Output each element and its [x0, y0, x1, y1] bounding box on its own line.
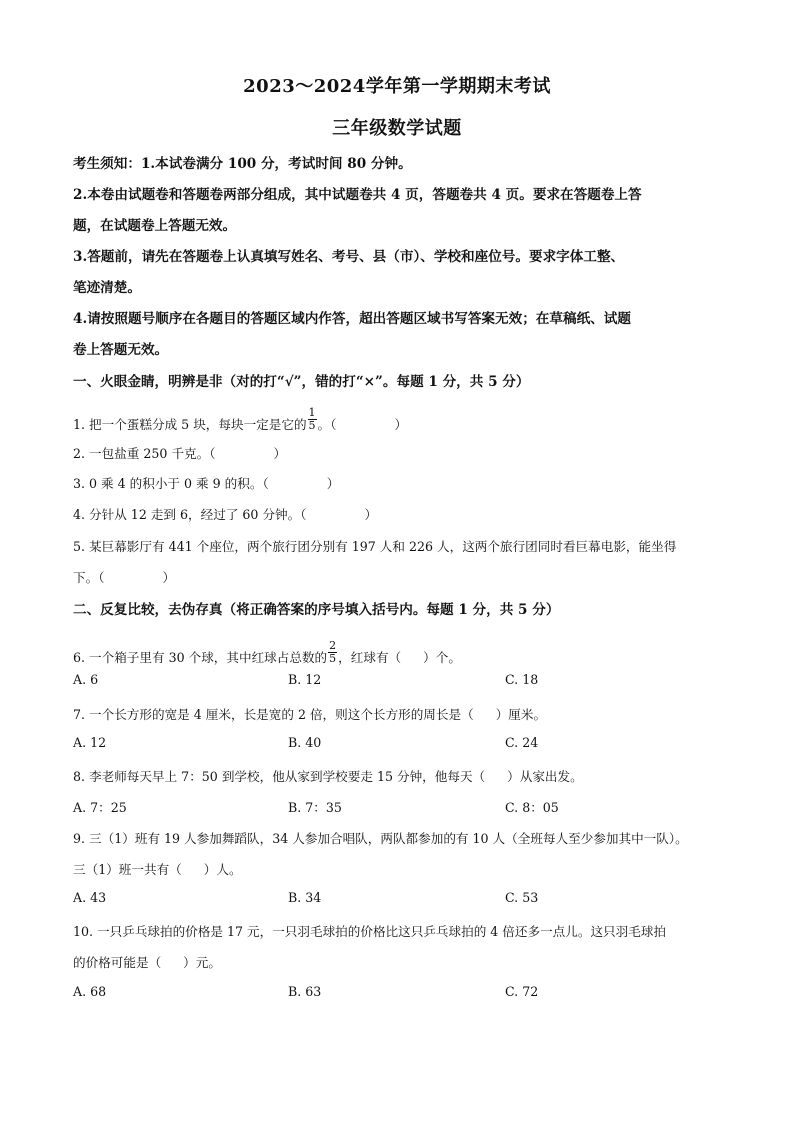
option-10b[interactable]: B. 63 [288, 984, 322, 999]
notice-line-7: 卷上答题无效。 [73, 342, 169, 358]
question-1-paren-close: ） [394, 417, 408, 432]
question-8-paren-close: ）从家出发。 [507, 769, 583, 784]
page-subtitle: 三年级数学试题 [332, 118, 462, 139]
option-7b[interactable]: B. 40 [288, 735, 322, 750]
fraction-two-fifths [328, 640, 337, 665]
option-6a[interactable]: A. 6 [73, 672, 99, 687]
question-10-text: 的价格可能是（ [73, 955, 162, 970]
question-9-line-1: 9. 三（1）班有 19 人参加舞蹈队，34 人参加合唱队，两队都参加的有 10 人（全班每人至少参加其中一队）。 [73, 831, 688, 846]
question-9-text: 三（1）班一共有（ [73, 862, 182, 877]
question-3-paren-close: ） [326, 476, 340, 491]
option-10c[interactable]: C. 72 [505, 984, 539, 999]
question-6-paren-open: ，红球有（ [338, 650, 402, 665]
question-1-paren-open: 。（ [317, 417, 337, 432]
option-9a[interactable]: A. 43 [73, 890, 107, 905]
question-7-paren-close: ）厘米。 [495, 707, 547, 722]
question-1-text: 1. 把一个蛋糕分成 5 块，每块一定是它的 [73, 417, 307, 432]
question-4 [73, 504, 733, 523]
question-10-line-1: 10. 一只乒乓球拍的价格是 17 元，一只羽毛球拍的价格比这只乒乓球拍的 4 倍还多一点儿。这只羽毛球拍 [73, 924, 667, 939]
question-4-paren-close: ） [364, 507, 378, 522]
question-4-text: 4. 分针从 12 走到 6，经过了 60 分钟。（ [73, 507, 307, 522]
question-5-line-1: 5. 某巨幕影厅有 441 个座位，两个旅行团分别有 197 人和 226 人，这两个旅行团同时看巨幕电影，能坐得 [73, 539, 677, 554]
question-7 [73, 704, 733, 723]
question-3 [73, 473, 733, 492]
question-6-paren-close: ）个。 [423, 650, 461, 665]
question-9-line-2 [73, 859, 733, 878]
fraction-numerator: 1 [308, 406, 316, 419]
question-5-text: 下。（ [73, 570, 105, 585]
question-1 [73, 406, 733, 438]
question-8 [73, 766, 733, 785]
question-5-line-2 [73, 567, 733, 586]
question-2-text: 2. 一包盐重 250 千克。（ [73, 446, 216, 461]
notice-line-4: 3.答题前，请先在答题卷上认真填写姓名、考号、县（市）、学校和座位号。要求字体工整、 [73, 249, 625, 265]
page-title: 2023～2024学年第一学期期末考试 [243, 76, 551, 97]
notice-line-5: 笔迹清楚。 [73, 280, 141, 296]
question-10-line-2 [73, 952, 733, 971]
question-6-text: 6. 一个箱子里有 30 个球，其中红球占总数的 [73, 650, 328, 665]
option-6b[interactable]: B. 12 [288, 672, 322, 687]
section-2-heading: 二、反复比较，去伪存真（将正确答案的序号填入括号内。每题 1 分，共 5 分） [73, 602, 560, 618]
option-10a[interactable]: A. 68 [73, 984, 107, 999]
option-6c[interactable]: C. 18 [505, 672, 539, 687]
notice-line-6: 4.请按照题号顺序在各题目的答题区域内作答，超出答题区域书写答案无效；在草稿纸、试题 [73, 311, 631, 327]
question-9-paren-close: ）人。 [203, 862, 242, 877]
notice-line-2: 2.本卷由试题卷和答题卷两部分组成，其中试题卷共 4 页，答题卷共 4 页。要求在答题卷上答 [73, 187, 642, 203]
question-5-paren-close: ） [162, 570, 176, 585]
option-8b[interactable]: B. 7：35 [288, 800, 342, 815]
question-6 [73, 639, 733, 671]
option-9b[interactable]: B. 34 [288, 890, 322, 905]
question-2 [73, 443, 733, 462]
fraction-one-fifth [308, 407, 317, 432]
question-8-text: 8. 李老师每天早上 7：50 到学校，他从家到学校要走 15 分钟，他每天（ [73, 769, 486, 784]
option-7a[interactable]: A. 12 [73, 735, 107, 750]
notice-line-3: 题，在试题卷上答题无效。 [73, 218, 237, 234]
fraction-denominator: 5 [329, 652, 337, 665]
question-2-paren-close: ） [273, 446, 287, 461]
option-9c[interactable]: C. 53 [505, 890, 539, 905]
option-7c[interactable]: C. 24 [505, 735, 539, 750]
question-10-paren-close: ）元。 [183, 955, 221, 970]
section-1-heading: 一、火眼金睛，明辨是非（对的打“√”，错的打“×”。每题 1 分，共 5 分） [73, 374, 530, 390]
fraction-numerator: 2 [329, 639, 337, 652]
option-8c[interactable]: C. 8：05 [505, 800, 559, 815]
question-3-text: 3. 0 乘 4 的积小于 0 乘 9 的积。（ [73, 476, 269, 491]
option-8a[interactable]: A. 7：25 [73, 800, 127, 815]
question-7-text: 7. 一个长方形的宽是 4 厘米，长是宽的 2 倍，则这个长方形的周长是（ [73, 707, 474, 722]
notice-line-1: 考生须知：1.本试卷满分 100 分，考试时间 80 分钟。 [73, 156, 412, 172]
fraction-denominator: 5 [308, 419, 316, 432]
